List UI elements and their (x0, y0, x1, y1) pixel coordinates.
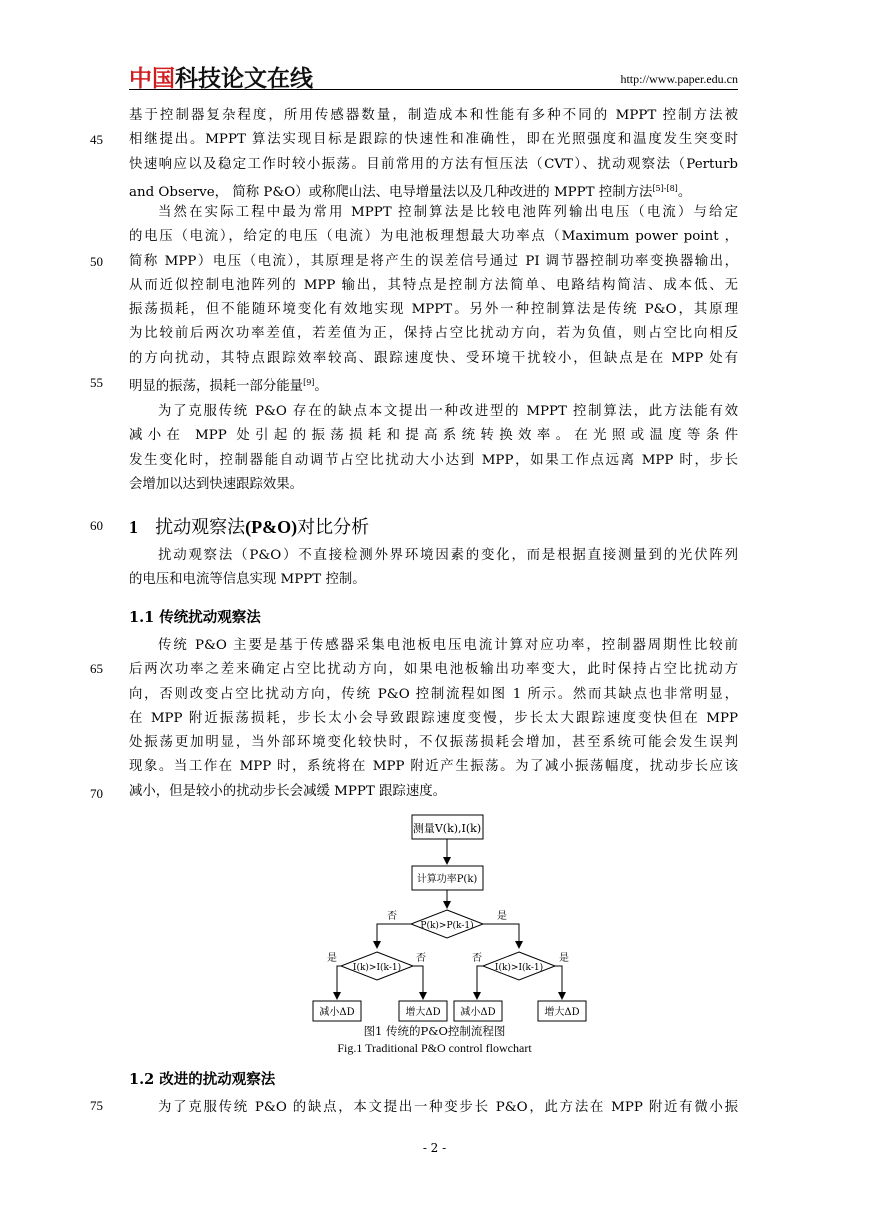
text-line: 振荡损耗，但不能随环境变化有效地实现 MPPT。另外一种控制算法是传统 P&O，其原理 (129, 302, 738, 318)
text-line: 减小，但是较小的扰动步长会减缓 MPPT 跟踪速度。 (129, 783, 446, 799)
text-line: 的电压（电流），给定的电压（电流）为电池板理想最大功率点（Maximum power point ， (129, 229, 738, 245)
header-rule (129, 89, 738, 90)
logo-black-text: 科技论文在线 (175, 66, 313, 92)
text-line: 快速响应以及稳定工作时较小振荡。目前常用的方法有恒压法（CVT）、扰动观察法（Perturb (129, 156, 738, 172)
flow-leaf-decrease-1-label: 减小ΔD (319, 1007, 355, 1018)
flow-decision-power-label: P(k)>P(k-1) (420, 921, 474, 931)
text-line: 向，否则改变占空比扰动方向，传统 P&O 控制流程如图 1 所示。然而其缺点也非常明显， (129, 686, 738, 702)
text-line: 发生变化时，控制器能自动调节占空比扰动大小达到 MPP，如果工作点远离 MPP 时，步长 (129, 452, 738, 468)
section-number: 1 (129, 517, 138, 537)
text-line: 处振荡更加明显，当外部环境变化较快时，不仅振荡损耗会增加，甚至系统可能会发生误判 (129, 735, 738, 751)
flow-decision-current-right-label: I(k)>I(k-1) (494, 963, 544, 973)
flow-label-no: 否 (472, 953, 482, 964)
text-line: 减小在 MPP 处引起的振荡损耗和提高系统转换效率。在光照或温度等条件 (129, 428, 738, 444)
text-line (129, 371, 738, 395)
section-title-part: 对比分析 (297, 517, 370, 538)
paragraph-3 (129, 400, 738, 497)
logo-red-text: 中国 (129, 66, 175, 92)
citation[interactable]: [5]-[8] (652, 183, 678, 193)
text-line: 会增加以达到快速跟踪效果。 (129, 476, 304, 492)
text-line: 后两次功率之差来确定占空比扰动方向，如果电池板输出功率变大，此时保持占空比扰动方 (129, 662, 738, 678)
line-number: 60 (90, 518, 103, 533)
text-line (129, 177, 738, 201)
flow-label-yes: 是 (559, 953, 569, 964)
text-line: 现象。当工作在 MPP 时，系统将在 MPP 附近产生振荡。为了减小振荡幅度，扰动步长应该 (129, 759, 738, 775)
line-number: 55 (90, 375, 103, 390)
text-line: 的方向扰动，其特点跟踪效率较高、跟踪速度快、受环境干扰较小，但缺点是在 MPP 处有 (129, 350, 738, 366)
text-line: 基于控制器复杂程度，所用传感器数量，制造成本和性能有多种不同的 MPPT 控制方法被 (129, 108, 738, 123)
figure-caption-cn: 图1 传统的P&O控制流程图 (363, 1024, 506, 1038)
text-line: 传统 P&O 主要是基于传感器采集电池板电压电流计算对应功率，控制器周期性比较前 (158, 638, 738, 653)
text-span: 。 (677, 184, 692, 200)
page-number: - 2 - (422, 1141, 447, 1155)
line-number: 65 (90, 661, 103, 676)
line-number: 50 (90, 254, 103, 269)
text-line: 从而近似控制电池阵列的 MPP 输出，其特点是控制方法简单、电路结构简洁、成本低、无 (129, 277, 738, 293)
text-line: 简称 MPP）电压（电流），其原理是将产生的误差信号通过 PI 调节器控制功率变换器输出， (129, 253, 738, 269)
subsection-heading: 1.1 传统扰动观察法 (129, 609, 261, 626)
text-line: 为了克服传统 P&O 存在的缺点本文提出一种改进型的 MPPT 控制算法，此方法能有效 (158, 404, 738, 419)
paragraph-2 (129, 201, 738, 395)
flow-box-measure-label: 测量V(k),I(k) (412, 822, 482, 835)
section-heading (129, 513, 369, 539)
section-title-bold: (P&O) (245, 517, 298, 537)
text-line: 在 MPP 附近振荡损耗，步长太小会导致跟踪速度变慢，步长太大跟踪速度变快但在 MPP (129, 710, 738, 726)
citation[interactable]: [9] (303, 378, 315, 388)
flow-label-yes: 是 (327, 953, 337, 964)
line-number: 70 (90, 786, 103, 801)
subsection-heading: 1.2 改进的扰动观察法 (129, 1071, 276, 1088)
line-number: 75 (90, 1098, 103, 1113)
text-line: 为了克服传统 P&O 的缺点，本文提出一种变步长 P&O，此方法在 MPP 附近有微小振 (158, 1100, 738, 1115)
text-line: 相继提出。MPPT 算法实现目标是跟踪的快速性和准确性，即在光照强度和温度发生突变时 (129, 132, 738, 148)
line-number: 45 (90, 132, 103, 147)
flow-label-no: 否 (416, 953, 426, 964)
paragraph-1 (129, 104, 738, 201)
text-span: 。 (314, 379, 328, 395)
flow-leaf-increase-2-label: 增大ΔD (544, 1007, 580, 1018)
flow-decision-current-left-label: I(k)>I(k-1) (352, 963, 402, 973)
flow-leaf-decrease-2-label: 减小ΔD (460, 1007, 496, 1018)
section-title-part: 扰动观察法 (155, 517, 246, 538)
text-line: 扰动观察法（P&O）不直接检测外界环境因素的变化，而是根据直接测量到的光伏阵列 (158, 548, 738, 563)
paragraph-5 (129, 634, 738, 804)
flow-leaf-increase-1-label: 增大ΔD (405, 1007, 441, 1018)
flow-box-power-label: 计算功率P(k) (416, 874, 478, 885)
paragraph-4 (129, 544, 738, 593)
text-line: 为比较前后两次功率差值，若差值为正，保持占空比扰动方向，若为负值，则占空比向相反 (129, 326, 738, 342)
flow-label-no: 否 (387, 911, 397, 922)
text-line: 的电压和电流等信息实现 MPPT 控制。 (129, 572, 366, 588)
text-span: 明显的振荡，损耗一部分能量 (129, 379, 304, 395)
paragraph-6 (129, 1096, 738, 1120)
figure-caption-en: Fig.1 Traditional P&O control flowchart (337, 1041, 532, 1055)
text-line: 当然在实际工程中最为常用 MPPT 控制算法是比较电池阵列输出电压（电流）与给定 (158, 205, 738, 220)
text-span: and Observe， 简称 P&O）或称爬山法、电导增量法以及几种改进的 MPPT 控制方法 (129, 184, 653, 200)
flowchart-figure-1 (0, 812, 869, 1022)
flow-label-yes: 是 (497, 911, 507, 922)
header-url[interactable]: http://www.paper.edu.cn (620, 72, 738, 86)
